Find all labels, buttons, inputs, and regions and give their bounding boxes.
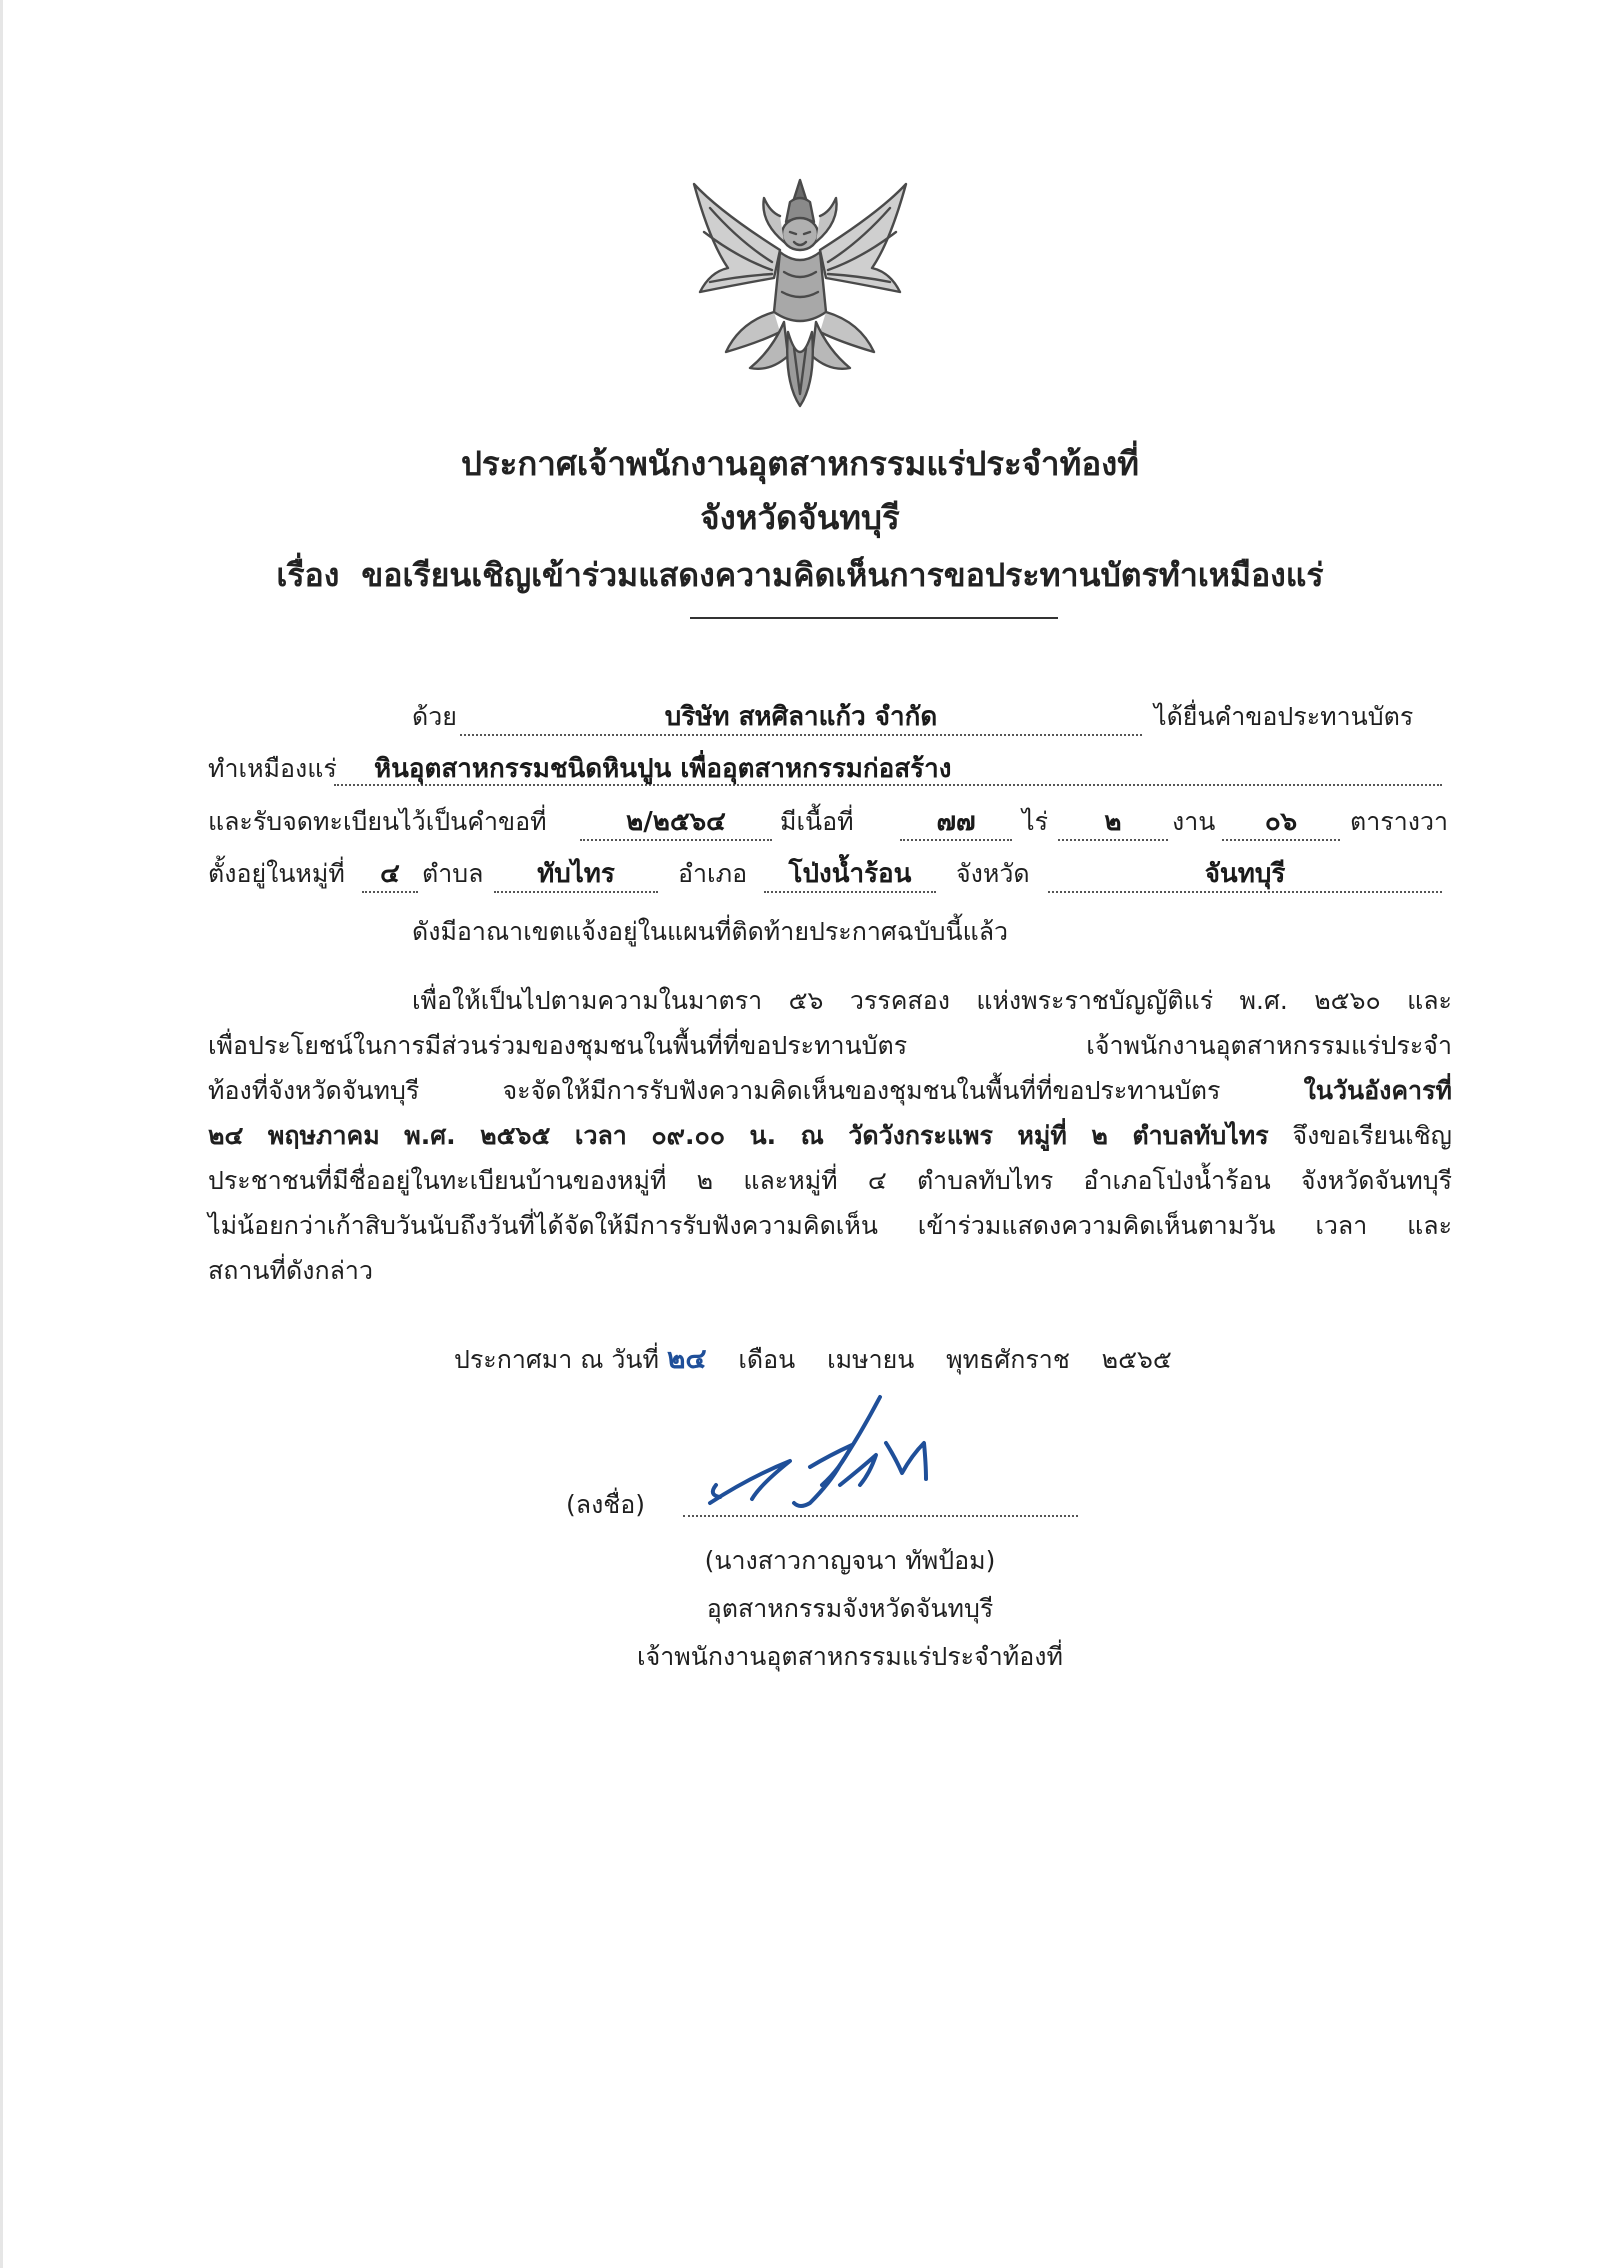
company-field: บริษัท สหศิลาแก้ว จำกัด bbox=[460, 700, 1142, 736]
title-line-1: ประกาศเจ้าพนักงานอุตสาหกรรมแร่ประจำท้องที่ bbox=[460, 444, 1140, 483]
title-rule bbox=[690, 617, 1058, 619]
body-line-4b: จึงขอเรียนเชิญ bbox=[1292, 1121, 1452, 1150]
body-line-2: เพื่อประโยชน์ในการมีส่วนร่วมของชุมชนในพื้นที่ที่ขอประทานบัตร เจ้าพนักงานอุตสาหกรรมแร่ประจำ bbox=[208, 1031, 1452, 1060]
mining-label: ทำเหมืองแร่ bbox=[208, 754, 337, 783]
registered-label: และรับจดทะเบียนไว้เป็นคำขอที่ bbox=[208, 807, 547, 836]
subdistrict-label: ตำบล bbox=[422, 859, 484, 888]
announce-year: ๒๕๖๕ bbox=[1101, 1345, 1172, 1374]
announce-line bbox=[454, 1342, 1172, 1377]
subdistrict-value: ทับไทร bbox=[494, 857, 658, 893]
filed-label: ได้ยื่นคำขอประทานบัตร bbox=[1154, 702, 1414, 731]
by-label: ด้วย bbox=[412, 702, 457, 731]
district-value: โป่งน้ำร้อน bbox=[764, 857, 936, 893]
announce-month-label: เดือน bbox=[738, 1345, 796, 1374]
garuda-emblem-icon bbox=[680, 172, 920, 412]
handwritten-signature bbox=[690, 1385, 1010, 1515]
body-line-4 bbox=[208, 1113, 1452, 1158]
body-line-7: สถานที่ดังกล่าว bbox=[208, 1256, 373, 1285]
district-label: อำเภอ bbox=[678, 859, 748, 888]
province-label: จังหวัด bbox=[956, 859, 1030, 888]
signature-line bbox=[683, 1515, 1078, 1517]
mineral-field: หินอุตสาหกรรมชนิดหินปูน เพื่ออุตสาหกรรมก่อสร้าง bbox=[334, 752, 1442, 786]
ngan-value: ๒ bbox=[1058, 805, 1168, 841]
announce-month: เมษายน bbox=[827, 1345, 915, 1374]
application-number: ๒/๒๕๖๔ bbox=[580, 805, 772, 841]
body-line-1: เพื่อให้เป็นไปตามความในมาตรา ๕๖ วรรคสอง แห่งพระราชบัญญัติแร่ พ.ศ. ๒๕๖๐ และ bbox=[412, 986, 1452, 1015]
wa-value: ๐๖ bbox=[1222, 805, 1340, 841]
announce-year-label: พุทธศักราช bbox=[946, 1345, 1070, 1374]
signer-name: (นางสาวกาญจนา ทัพป้อม) bbox=[704, 1546, 996, 1575]
body-line-5: ประชาชนที่มีชื่ออยู่ในทะเบียนบ้านของหมู่ที่ ๒ และหมู่ที่ ๔ ตำบลทับไทร อำเภอโป่งน้ำร้อน จังหวัดจันทบุรี bbox=[208, 1166, 1452, 1195]
subject-label: เรื่อง bbox=[276, 556, 340, 594]
announce-prefix: ประกาศมา ณ วันที่ bbox=[454, 1345, 659, 1374]
body-paragraph bbox=[208, 978, 1452, 1293]
wa-label: ตารางวา bbox=[1350, 807, 1449, 836]
title-line-2: จังหวัดจันทบุรี bbox=[700, 498, 900, 537]
signer-position-1: อุตสาหกรรมจังหวัดจันทบุรี bbox=[706, 1594, 994, 1623]
page-edge bbox=[0, 0, 3, 2268]
announce-day: ๒๔ bbox=[666, 1342, 707, 1375]
map-note: ดังมีอาณาเขตแจ้งอยู่ในแผนที่ติดท้ายประกาศฉบับนี้แล้ว bbox=[412, 917, 1009, 946]
body-line-3a: ท้องที่จังหวัดจันทบุรี จะจัดให้มีการรับฟังความคิดเห็นของชุมชนในพื้นที่ที่ขอประทานบัตร bbox=[208, 1076, 1221, 1105]
province-value: จันทบุรี bbox=[1048, 857, 1442, 893]
subject-text: ขอเรียนเชิญเข้าร่วมแสดงความคิดเห็นการขอประทานบัตรทำเหมืองแร่ bbox=[361, 556, 1324, 594]
village-label: ตั้งอยู่ในหมู่ที่ bbox=[208, 859, 345, 888]
signer-position-2: เจ้าพนักงานอุตสาหกรรมแร่ประจำท้องที่ bbox=[637, 1642, 1063, 1671]
rai-value: ๗๗ bbox=[900, 805, 1012, 841]
village-number: ๔ bbox=[362, 857, 418, 893]
body-line-3 bbox=[208, 1068, 1452, 1113]
rai-label: ไร่ bbox=[1022, 807, 1049, 836]
sign-label: (ลงชื่อ) bbox=[566, 1490, 646, 1519]
body-line-3b: ในวันอังคารที่ bbox=[1303, 1076, 1452, 1105]
body-line-6: ไม่น้อยกว่าเก้าสิบวันนับถึงวันที่ได้จัดให้มีการรับฟังความคิดเห็น เข้าร่วมแสดงความคิดเห็นตามวัน เวลา และ bbox=[208, 1211, 1452, 1240]
subject-line bbox=[0, 553, 1600, 597]
body-line-4a: ๒๔ พฤษภาคม พ.ศ. ๒๕๖๕ เวลา ๐๙.๐๐ น. ณ วัดวังกระแพร หมู่ที่ ๒ ตำบลทับไทร bbox=[208, 1121, 1269, 1150]
area-label: มีเนื้อที่ bbox=[780, 807, 854, 836]
ngan-label: งาน bbox=[1172, 807, 1216, 836]
